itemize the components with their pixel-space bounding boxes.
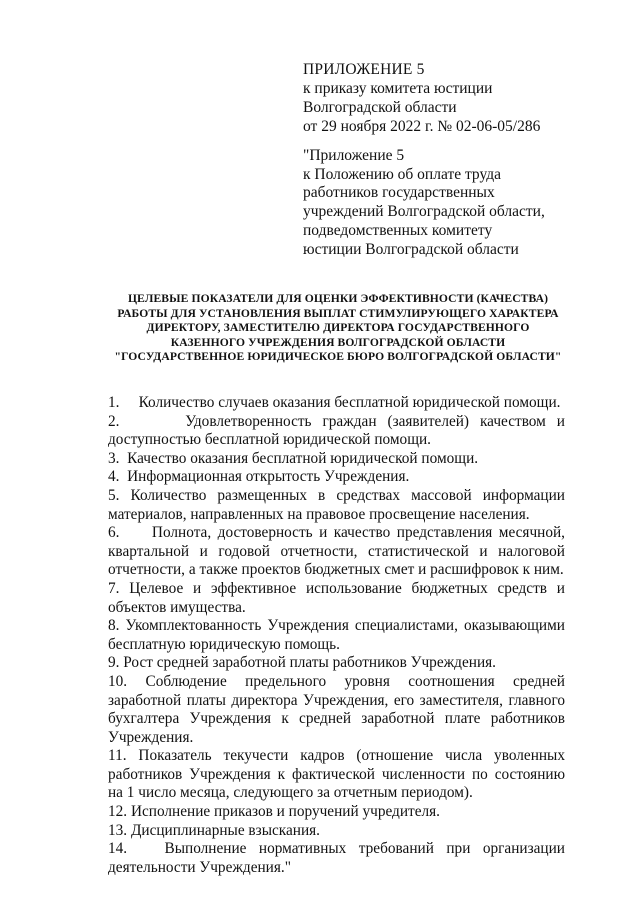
appendix-line: Волгоградской области (303, 99, 457, 116)
indicator-item: 1. Количество случаев оказания бесплатной юридической помощи. (108, 394, 561, 411)
indicator-item: 8. Укомплектованность Учреждения специалистами, оказывающими бесплатную юридическую помощь. (108, 617, 565, 653)
title-line: РАБОТЫ ДЛЯ УСТАНОВЛЕНИЯ ВЫПЛАТ СТИМУЛИРУЮЩЕГО ХАРАКТЕРА (117, 306, 559, 320)
regulation-line: к Положению об оплате труда (303, 165, 502, 183)
indicator-item: 6. Полнота, достоверность и качество представления месячной, квартальной и годовой отчетности, статистической и налоговой отчетности, а также проектов бюджетных смет и расшифровок к ним. (108, 524, 565, 579)
indicator-item: 13. Дисциплинарные взыскания. (108, 821, 320, 839)
regulation-line: "Приложение 5 (303, 147, 405, 164)
appendix-title: ПРИЛОЖЕНИЕ 5 (303, 61, 425, 78)
indicator-list (108, 394, 565, 877)
indicator-item: 12. Исполнение приказов и поручений учредителя. (108, 803, 440, 821)
appendix-header (303, 60, 603, 136)
indicator-item: 9. Рост средней заработной платы работников Учреждения. (108, 654, 496, 672)
title-line: "ГОСУДАРСТВЕННОЕ ЮРИДИЧЕСКОЕ БЮРО ВОЛГОГРАДСКОЙ ОБЛАСТИ" (114, 350, 562, 364)
indicator-item: 10. Соблюдение предельного уровня соотношения средней заработной платы директора Учреждения, его заместителя, главного бухгалтера Учреждения к средней заработной плате работников Учреждения. (108, 672, 565, 746)
regulation-line: учреждений Волгоградской области, (303, 203, 545, 221)
regulation-line: юстиции Волгоградской области (303, 240, 519, 258)
document-title (108, 292, 568, 365)
regulation-line: подведомственных комитету (303, 221, 493, 239)
indicator-item: 14. Выполнение нормативных требований при организации деятельности Учреждения." (108, 840, 565, 876)
appendix-line: к приказу комитета юстиции (303, 80, 493, 97)
title-line: ДИРЕКТОРУ, ЗАМЕСТИТЕЛЮ ДИРЕКТОРА ГОСУДАРСТВЕННОГО (146, 321, 530, 335)
indicator-item: 2. Удовлетворенность граждан (заявителей) качеством и доступностью бесплатной юридической помощи. (108, 412, 565, 449)
indicator-item: 3. Качество оказания бесплатной юридической помощи. (108, 449, 479, 467)
indicator-item: 5. Количество размещенных в средствах массовой информации материалов, направленных на правовое просвещение населения. (108, 486, 565, 523)
title-line: КАЗЕННОГО УЧРЕЖДЕНИЯ ВОЛГОГРАДСКОЙ ОБЛАСТИ (170, 335, 506, 349)
indicator-item: 7. Целевое и эффективное использование бюджетных средств и объектов имущества. (108, 579, 565, 616)
title-line: ЦЕЛЕВЫЕ ПОКАЗАТЕЛИ ДЛЯ ОЦЕНКИ ЭФФЕКТИВНОСТИ (КАЧЕСТВА) (127, 292, 549, 305)
regulation-header (303, 147, 613, 259)
appendix-line: от 29 ноября 2022 г. № 02-06-05/286 (303, 118, 541, 135)
indicator-item: 4. Информационная открытость Учреждения. (108, 468, 410, 486)
indicator-item: 11. Показатель текучести кадров (отношение числа уволенных работников Учреждения к фактической численности по состоянию на 1 число месяца, следующего за отчетным периодом). (108, 747, 565, 802)
regulation-line: работников государственных (303, 184, 495, 202)
